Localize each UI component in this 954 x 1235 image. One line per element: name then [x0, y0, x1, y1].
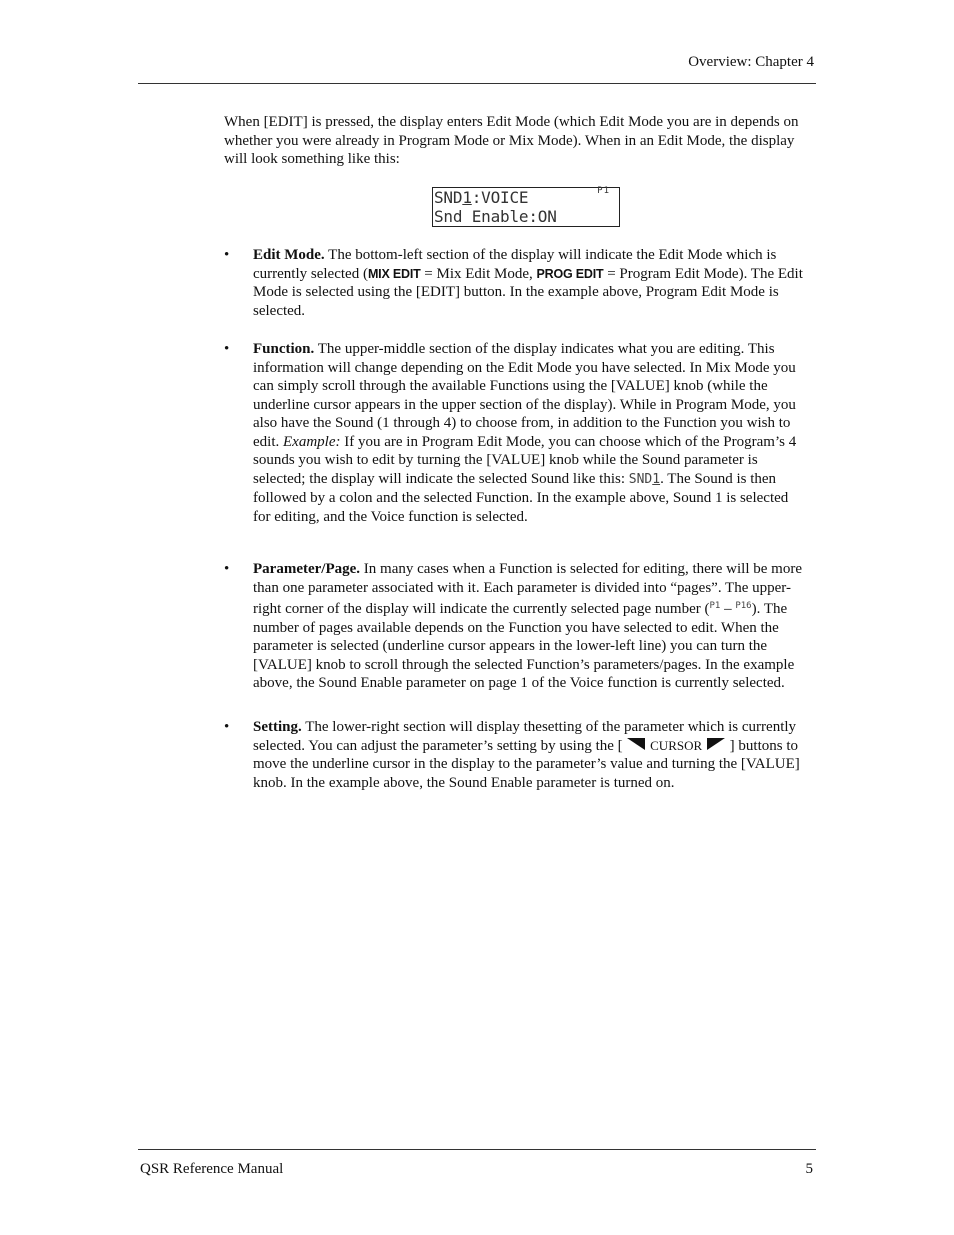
lcd-sound-number: 1 — [462, 188, 472, 207]
lcd-line-2: Snd Enable:ON — [434, 207, 557, 226]
footer-rule — [138, 1149, 816, 1150]
bullet-term: Setting. — [253, 719, 302, 735]
footer-manual-title: QSR Reference Manual — [140, 1161, 284, 1177]
bullet-icon: • — [224, 341, 230, 357]
bullet-term: Parameter/Page. — [253, 561, 361, 577]
bullet-term: Function. — [253, 341, 315, 357]
bullet-parameter-page: • Parameter/Page. In many cases when a Function is selected for editing, there will be more than one parameter associated with it. Each parameter is divided into “pages”. The upper-right corner of the display will indicate the currently selected page number ($^{P1}$ – $^{P16}$). The number of pages available depends on the Function you have selected to edit. When the parameter is selected (underline cursor appears in the lower-left line) you can turn the [VALUE] knob to scroll through the selected Function’s parameters/pages. In the example above, the Sound Enable parameter on page 1 of the Voice function is currently selected. — [224, 561, 802, 691]
bullet-icon: • — [224, 247, 230, 263]
bullet-icon: • — [224, 719, 230, 735]
page-number: 5 — [805, 1161, 813, 1177]
inline-lcd-sound: SND1 — [628, 471, 661, 487]
example-label: Example: — [283, 433, 341, 450]
mix-edit-label: MIX EDIT — [367, 266, 421, 281]
page-first-lcd: P1 — [709, 601, 721, 611]
prog-edit-label: PROG EDIT — [536, 266, 604, 281]
running-header: Overview: Chapter 4 — [688, 54, 814, 70]
cursor-label: CURSOR — [650, 737, 703, 753]
intro-paragraph: When [EDIT] is pressed, the display enters Edit Mode (which Edit Mode you are in depends on whether you were already in Program Mode or Mix Mode). When in an Edit Mode, the display will look something like this: — [224, 114, 799, 167]
header-rule — [138, 83, 816, 84]
bullet-edit-mode: • Edit Mode. The bottom-left section of the display will indicate the Edit Mode which is currently selected (MIX EDIT = Mix Edit Mode, PROG EDIT = Program Edit Mode). The Edit Mode is selected using the [EDIT] button. In the example above, Program Edit Mode is selected. — [224, 247, 803, 319]
bullet-term: Edit Mode. — [253, 247, 325, 263]
lcd-page-indicator: P1 — [597, 186, 610, 196]
bullet-function: • Function. The upper-middle section of the display indicates what you are editing. This information will change depending on the Edit Mode you have selected. In Mix Mode you can simply scroll through the available Functions using the [VALUE] knob (while the underline cursor appears in the upper section of the display). While in Program Mode, you also have the Sound (1 through 4) to choose from, in addition to the Function you wish to edit. Example: If you are in Program Edit Mode, you can choose which of the Program’s 4 sounds you wish to edit by turning the [VALUE] knob while the Sound parameter is selected; the display will indicate the selected Sound like this: SND1. The Sound is then followed by a colon and the selected Function. In the example above, Sound 1 is selected for editing, and the Voice function is selected. — [224, 341, 797, 525]
lcd-line-1: SND1:VOICE — [434, 188, 529, 207]
lcd-display-example — [432, 187, 620, 227]
bullet-setting: • Setting. The lower-right section will display thesetting of the parameter which is currently selected. You can adjust the parameter’s setting by using the [ CURSOR ] buttons to move the underline cursor in the display to the parameter’s value and turning the [VALUE] knob. In the example above, the Sound Enable parameter is turned on. — [224, 719, 800, 791]
page-last-lcd: P16 — [735, 601, 752, 611]
cursor-right-icon — [706, 737, 726, 751]
bullet-icon: • — [224, 561, 230, 577]
cursor-left-icon — [626, 737, 646, 751]
